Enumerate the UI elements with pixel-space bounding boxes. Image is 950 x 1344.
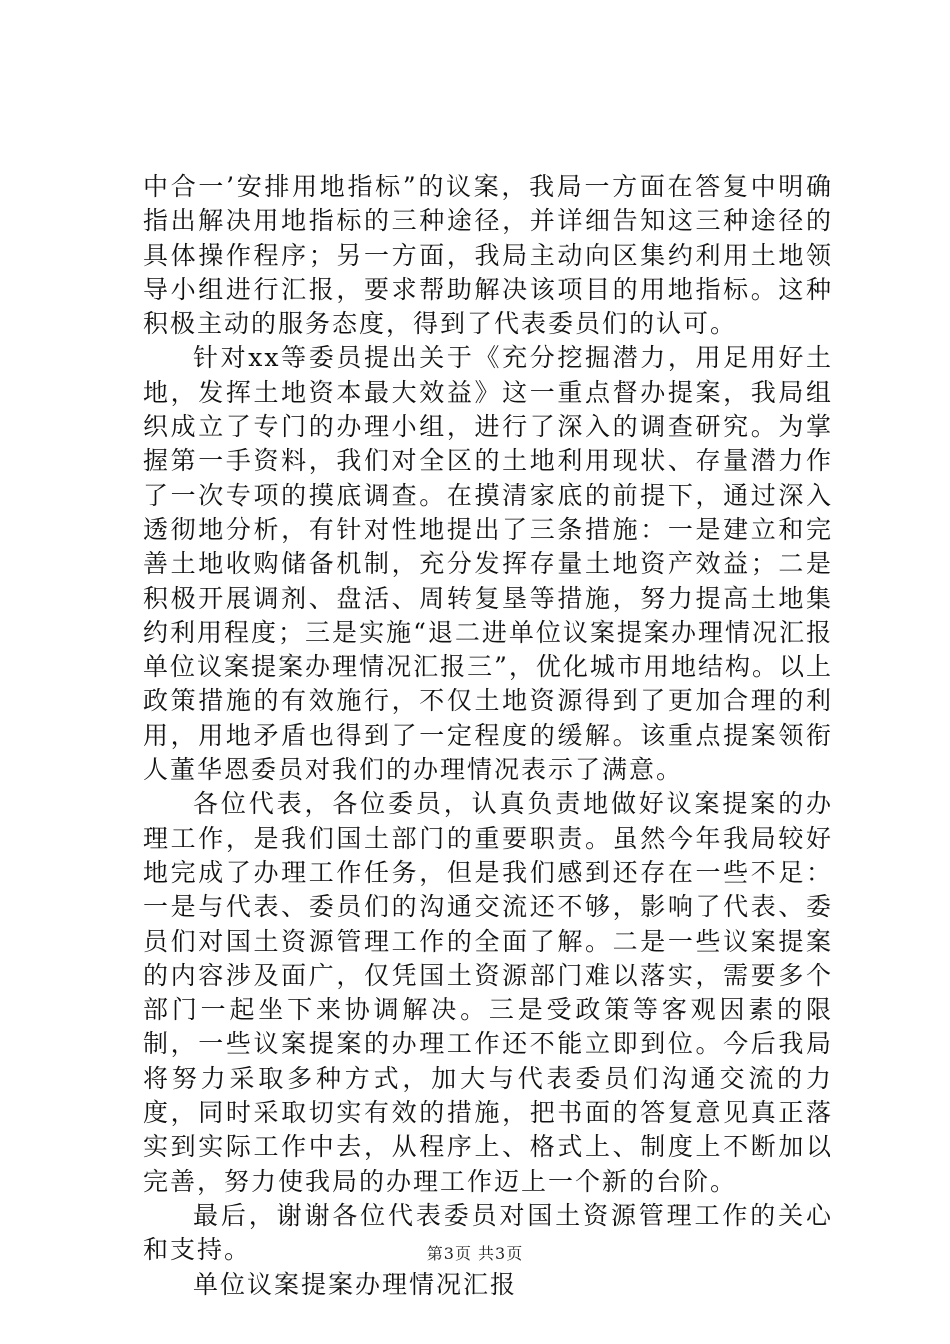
paragraph-key-proposal: 针对xx等委员提出关于《充分挖掘潜力，用足用好土地，发挥土地资本最大效益》这一重点督办提案，我局组织成立了专门的办理小组，进行了深入的调查研究。为掌握第一手资料，我们对全区的土地利用现状、存量潜力作了一次专项的摸底调查。在摸清家底的前提下，通过深入透彻地分析，有针对性地提出了三条措施：一是建立和完善土地收购储备机制，充分发挥存量土地资产效益；二是积极开展调剂、盘活、周转复垦等措施，努力提高土地集约利用程度；三是实施“退二进单位议案提案办理情况汇报单位议案提案办理情况汇报三”，优化城市用地结构。以上政策措施的有效施行，不仅土地资源得到了更加合理的利用，用地矛盾也得到了一定程度的缓解。该重点提案领衔人董华恩委员对我们的办理情况表示了满意。 [143, 343, 833, 785]
paragraph-shortcomings: 各位代表，各位委员，认真负责地做好议案提案的办理工作，是我们国土部门的重要职责。虽然今年我局较好地完成了办理工作任务，但是我们感到还存在一些不足：一是与代表、委员们的沟通交流还不够，影响了代表、委员们对国土资源管理工作的全面了解。二是一些议案提案的内容涉及面广，仅凭国土资源部门难以落实，需要多个部门一起坐下来协调解决。三是受政策等客观因素的限制，一些议案提案的办理工作还不能立即到位。今后我局将努力采取多种方式，加大与代表委员们沟通交流的力度，同时采取切实有效的措施，把书面的答复意见真正落实到实际工作中去，从程序上、格式上、制度上不断加以完善，努力使我局的办理工作迈上一个新的台阶。 [143, 789, 833, 1196]
paragraph-closing-thanks: 最后，谢谢各位代表委员对国土资源管理工作的关心和支持。 [143, 1200, 833, 1265]
paragraph-report-title: 单位议案提案办理情况汇报 [193, 1269, 518, 1299]
document-body [143, 170, 833, 1302]
paragraph-continuation: 中合一’安排用地指标”的议案，我局一方面在答复中明确指出解决用地指标的三种途径，并详细告知这三种途径的具体操作程序；另一方面，我局主动向区集约利用土地领导小组进行汇报，要求帮助解决该项目的用地指标。这种积极主动的服务态度，得到了代表委员们的认可。 [143, 172, 833, 339]
page-number-footer: 第3页 共3页 [426, 1244, 524, 1263]
